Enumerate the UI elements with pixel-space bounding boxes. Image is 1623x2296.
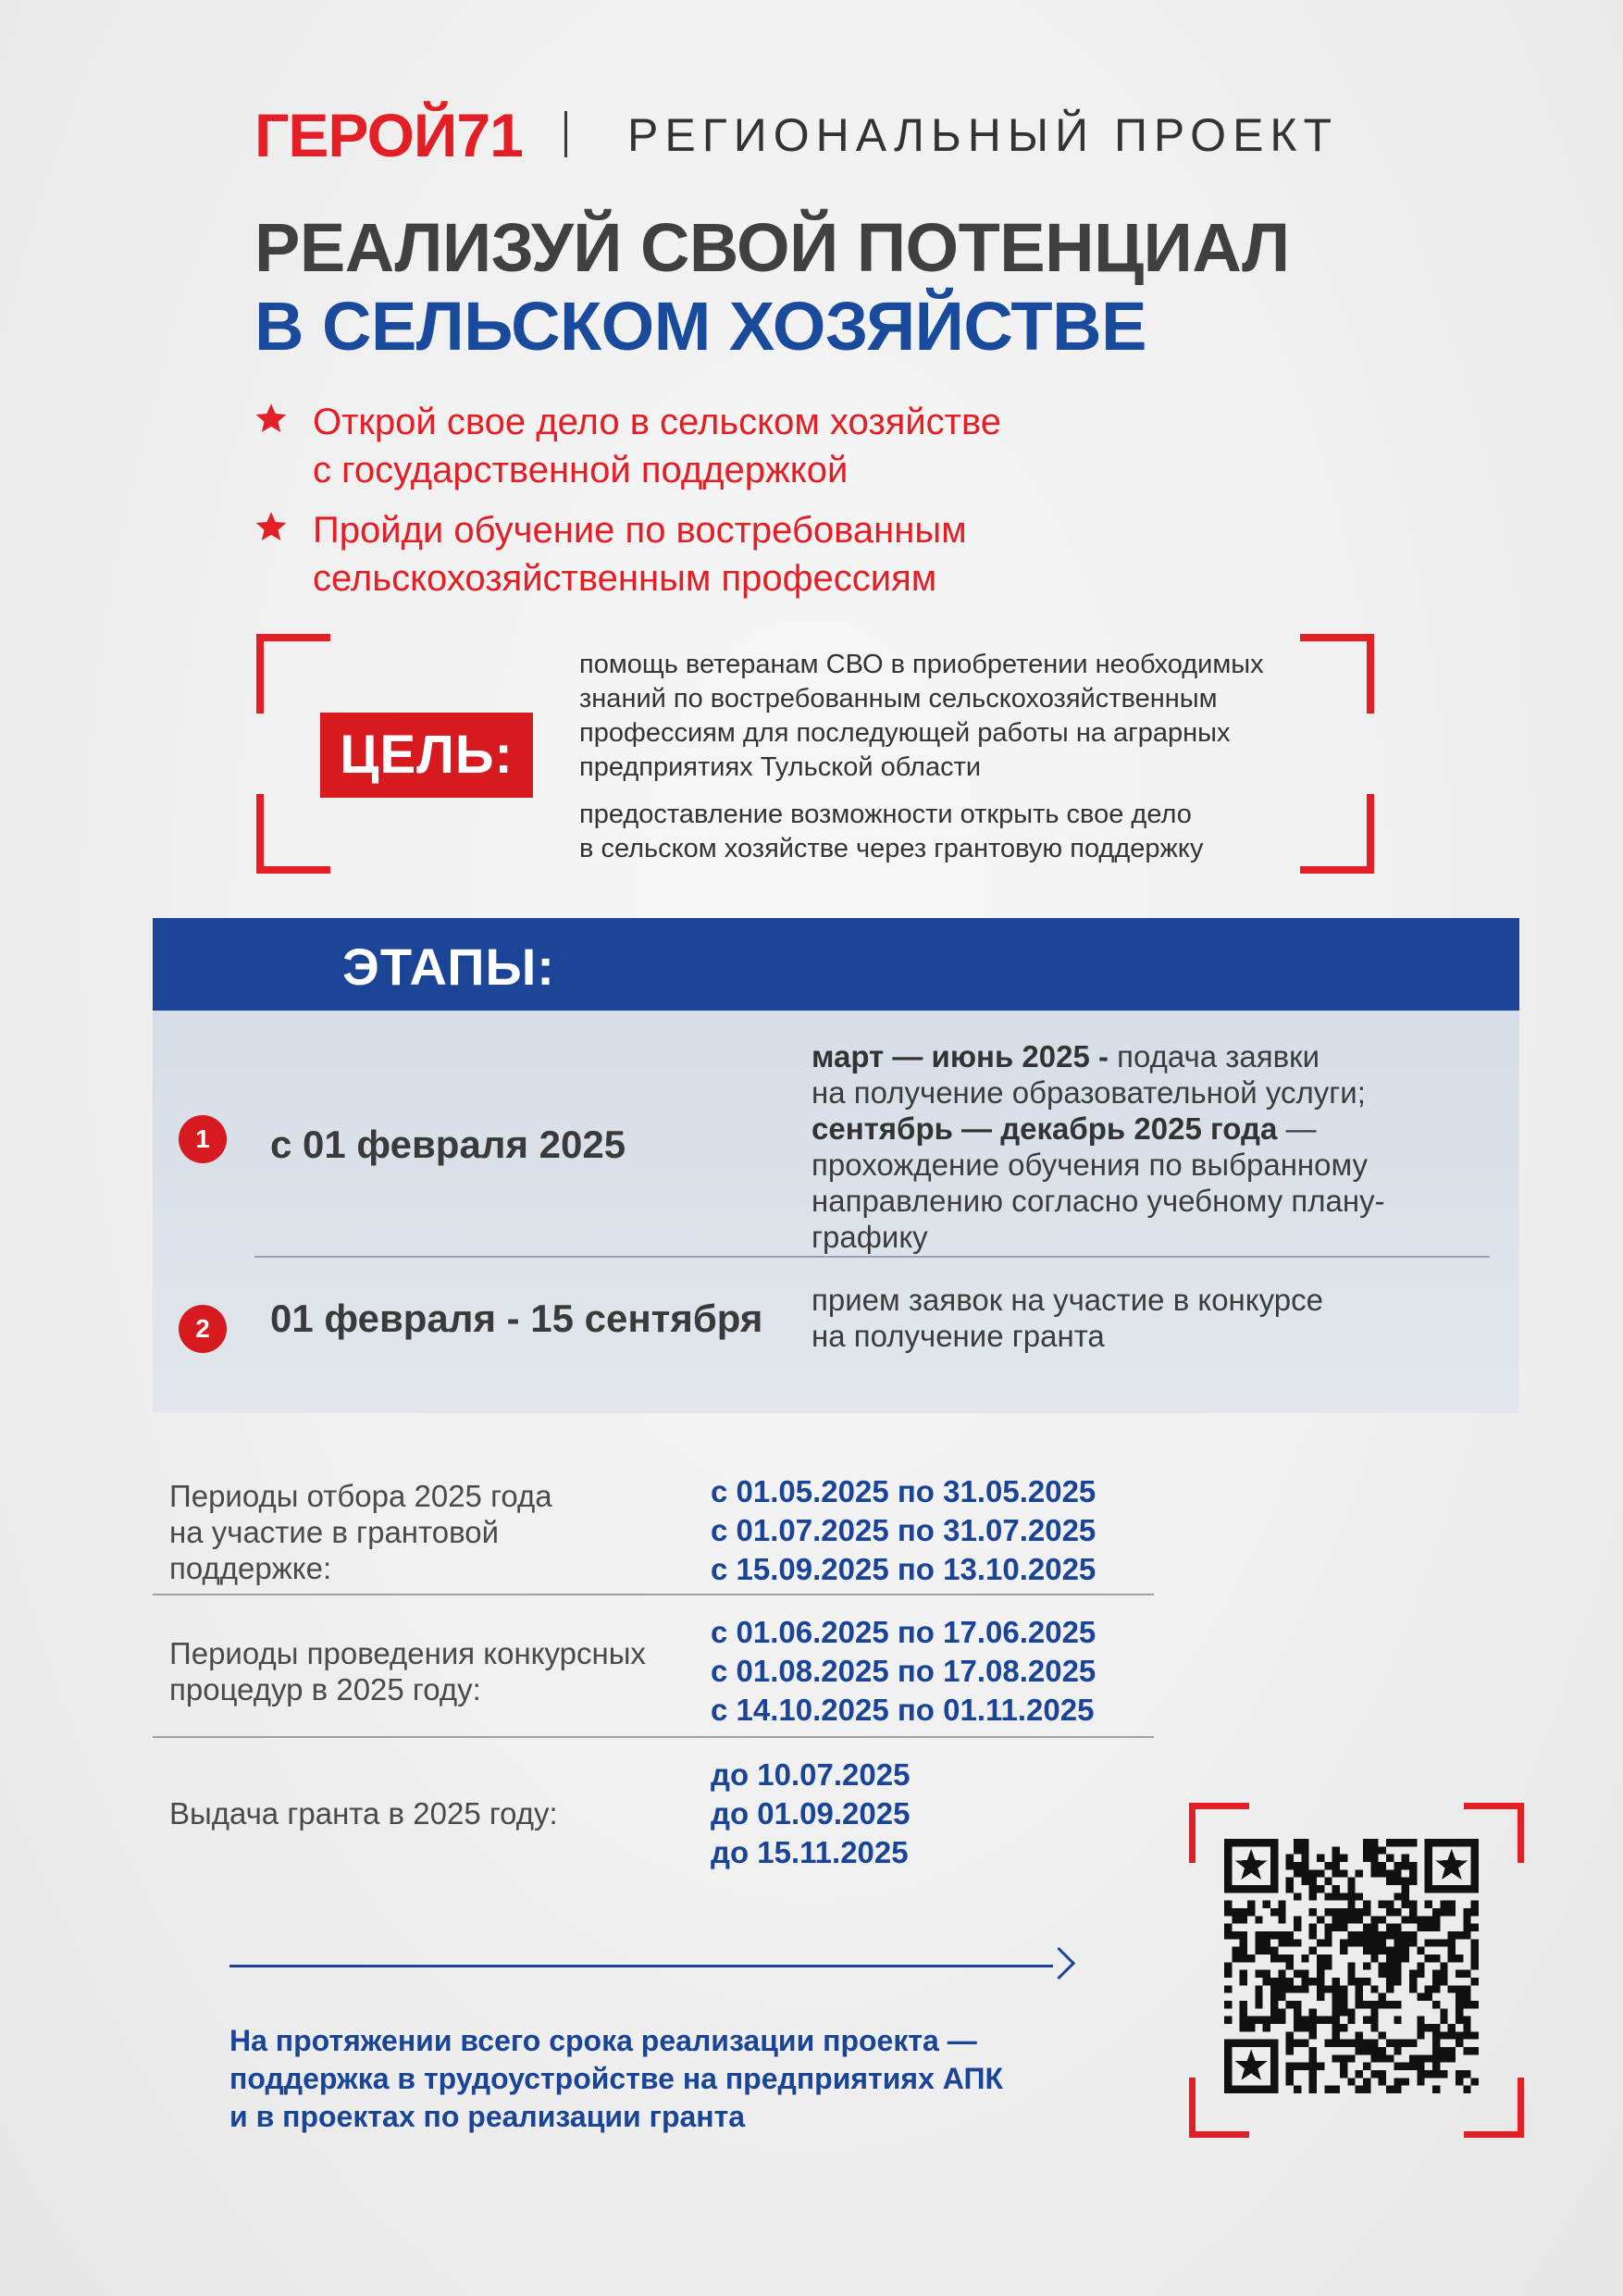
table-divider (153, 1594, 1154, 1595)
stage-number-badge: 1 (179, 1115, 227, 1163)
title-line-1: РЕАЛИЗУЙ СВОЙ ПОТЕНЦИАЛ (254, 209, 1290, 286)
qr-code-icon[interactable] (1224, 1839, 1479, 2093)
header-subtitle: РЕГИОНАЛЬНЫЙ ПРОЕКТ (627, 109, 1339, 161)
stage-desc-bold: март — июнь 2025 - (812, 1039, 1109, 1074)
table-divider (153, 1736, 1154, 1738)
brand-logo: ГЕРОЙ71 (254, 101, 523, 169)
stages-title: ЭТАПЫ: (342, 937, 555, 996)
stage-date: 01 февраля - 15 сентября (270, 1297, 763, 1340)
goal-bracket-top-left (256, 634, 330, 714)
bullet-text-1: Открой свое дело в сельском хозяйстве с государственной поддержкой (313, 402, 1002, 490)
stage-desc-text: подача заявки на получение образовательной услуги; (812, 1039, 1366, 1110)
period-value: с 01.08.2025 по 17.08.2025 (711, 1654, 1096, 1688)
goal-paragraph-1: помощь ветеранам СВО в приобретении необходимых знаний по востребованным сельскохозяйственным профессиям для последующей работы на аграрных предприятиях Тульской области (579, 650, 1264, 782)
star-icon (254, 402, 288, 435)
goal-bracket-bottom-left (256, 794, 330, 874)
period-value: с 01.07.2025 по 31.07.2025 (711, 1513, 1096, 1547)
period-value: с 01.05.2025 по 31.05.2025 (711, 1474, 1096, 1508)
star-icon (254, 510, 288, 543)
period-value: с 01.06.2025 по 17.06.2025 (711, 1615, 1096, 1649)
arrow-right-icon (229, 1965, 1053, 1967)
stage-description: прием заявок на участие в конкурсе на получение гранта (812, 1283, 1323, 1353)
period-value: с 14.10.2025 по 01.11.2025 (711, 1693, 1095, 1727)
title-line-2: В СЕЛЬСКОМ ХОЗЯЙСТВЕ (254, 288, 1146, 365)
arrow-head (1043, 1947, 1075, 1980)
period-values (711, 1613, 1096, 1730)
footer-note: На протяжении всего срока реализации проекта — поддержка в трудоустройстве на предприятиях АПК и в проектах по реализации гранта (229, 2024, 1003, 2133)
stage-description (812, 1038, 1478, 1255)
period-label: Периоды проведения конкурсных процедур в 2025 году: (169, 1636, 646, 1706)
goal-paragraph-2: предоставление возможности открыть свое дело в сельском хозяйстве через грантовую поддержку (579, 800, 1204, 863)
period-label: Выдача гранта в 2025 году: (169, 1796, 558, 1831)
stage-number-badge: 2 (179, 1305, 227, 1353)
period-values (711, 1472, 1096, 1589)
period-value: до 01.09.2025 (711, 1796, 911, 1831)
stage-divider (254, 1256, 1490, 1258)
bullet-text-2: Пройди обучение по востребованным сельскохозяйственным профессиям (313, 510, 967, 599)
period-value: с 15.09.2025 по 13.10.2025 (711, 1552, 1096, 1586)
stage-desc-text: — прохождение обучения по выбранному направлению согласно учебному плану- графику (812, 1111, 1385, 1254)
stage-date: с 01 февраля 2025 (270, 1123, 626, 1166)
period-label: Периоды отбора 2025 года на участие в грантовой поддержке: (169, 1479, 552, 1585)
header-divider (564, 111, 567, 157)
period-values (711, 1756, 910, 1872)
period-value: до 15.11.2025 (711, 1835, 909, 1869)
bullet-item-2 (254, 506, 1272, 608)
period-value: до 10.07.2025 (711, 1757, 911, 1792)
stage-desc-bold: сентябрь — декабрь 2025 года (812, 1111, 1278, 1146)
goal-label: ЦЕЛЬ: (320, 713, 533, 798)
bullet-item-1 (254, 398, 1272, 500)
